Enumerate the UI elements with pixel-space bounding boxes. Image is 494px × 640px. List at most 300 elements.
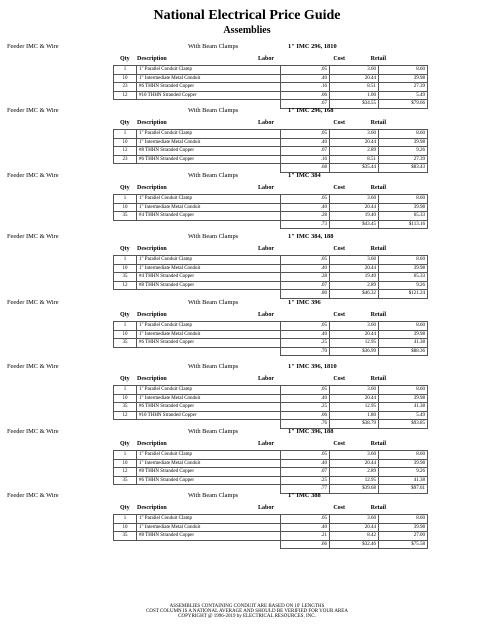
total-retail: $83.43 [379, 164, 428, 173]
column-header-description: Description [137, 441, 167, 447]
column-header-labor: Labor [258, 246, 275, 252]
cell-cost: 3.60 [330, 386, 379, 395]
section-category: Feeder IMC & Wire [7, 233, 59, 240]
total-cost: $39.68 [330, 485, 379, 494]
cell-retail: 39.98 [379, 394, 428, 403]
cell-labor: .06 [281, 411, 330, 420]
section-header [0, 362, 494, 373]
section-mounting: With Beam Clamps [188, 363, 239, 370]
column-header-qty: Qty [120, 376, 130, 382]
cell-labor: .16 [281, 155, 330, 164]
table-row [114, 155, 428, 164]
cell-retail: 8.60 [379, 451, 428, 460]
cell-cost: 3.60 [330, 451, 379, 460]
cell-cost: 8.42 [330, 532, 379, 541]
section-assembly-code: 1" IMC 388 [288, 492, 321, 499]
total-labor: .68 [281, 164, 330, 173]
table-row [114, 195, 428, 204]
cell-labor: .40 [281, 523, 330, 532]
cell-cost: 3.60 [330, 322, 379, 331]
cell-labor: .40 [281, 203, 330, 212]
column-header-cost: Cost [333, 441, 345, 447]
column-header-qty: Qty [120, 120, 130, 126]
cell-cost: 20.44 [330, 330, 379, 339]
cell-cost: 3.60 [330, 515, 379, 524]
cell-cost: 3.60 [330, 130, 379, 139]
total-cost: $32.46 [330, 540, 379, 549]
cell-retail: 8.60 [379, 515, 428, 524]
cell-description: #6 THHN Stranded Copper [137, 83, 281, 92]
cell-retail: 9.26 [379, 281, 428, 290]
footer-line: COPYRIGHT @ 1996-2019 by ELECTRICAL RESOURCES, INC. [178, 614, 316, 619]
cell-labor: .40 [281, 459, 330, 468]
section-category: Feeder IMC & Wire [7, 172, 59, 179]
cell-description: 1" Intermediate Metal Conduit [137, 203, 281, 212]
cell-description: 1" Intermediate Metal Conduit [137, 330, 281, 339]
total-labor: .66 [281, 540, 330, 549]
table-row [114, 273, 428, 282]
column-header-description: Description [137, 56, 167, 62]
cell-description: 1" Parallel Conduit Clamp [137, 451, 281, 460]
assembly-section [0, 298, 494, 356]
section-header [0, 298, 494, 309]
assembly-section [0, 427, 494, 494]
column-headers [0, 120, 494, 129]
cell-retail: 41.38 [379, 476, 428, 485]
column-header-labor: Labor [258, 312, 275, 318]
section-assembly-code: 1" IMC 384 [288, 172, 321, 179]
cell-description: #10 THHN Stranded Copper [137, 411, 281, 420]
total-retail: $93.85 [379, 420, 428, 429]
cell-labor: .05 [281, 386, 330, 395]
cell-retail: 65.33 [379, 212, 428, 221]
cell-qty: 23 [114, 83, 137, 92]
section-assembly-code: 1" IMC 384, 188 [288, 233, 334, 240]
table-row [114, 130, 428, 139]
table-row [114, 203, 428, 212]
cell-description: #8 THHN Stranded Copper [137, 532, 281, 541]
cell-qty: 35 [114, 212, 137, 221]
cell-qty: 10 [114, 264, 137, 273]
assembly-section [0, 491, 494, 549]
cell-retail: 41.38 [379, 403, 428, 412]
cell-qty: 12 [114, 147, 137, 156]
cell-cost: 2.89 [330, 147, 379, 156]
cell-retail: 39.98 [379, 203, 428, 212]
table-row [114, 66, 428, 75]
cell-description: 1" Intermediate Metal Conduit [137, 459, 281, 468]
column-header-description: Description [137, 312, 167, 318]
column-header-cost: Cost [333, 246, 345, 252]
cell-qty: 1 [114, 130, 137, 139]
cell-retail: 39.98 [379, 138, 428, 147]
total-retail: $97.61 [379, 485, 428, 494]
total-labor: .73 [281, 220, 330, 229]
cell-labor: .25 [281, 476, 330, 485]
cell-qty: 12 [114, 468, 137, 477]
column-headers [0, 441, 494, 450]
cell-retail: 5.49 [379, 411, 428, 420]
table-row [114, 411, 428, 420]
cell-description: #6 THHN Stranded Copper [137, 155, 281, 164]
cell-labor: .40 [281, 74, 330, 83]
table-row [114, 459, 428, 468]
column-headers [0, 185, 494, 194]
column-headers [0, 246, 494, 255]
section-header [0, 232, 494, 243]
section-assembly-code: 1" IMC 396, 1810 [288, 363, 337, 370]
cell-qty: 35 [114, 532, 137, 541]
table-row [114, 394, 428, 403]
cell-description: 1" Intermediate Metal Conduit [137, 74, 281, 83]
items-table [113, 450, 428, 494]
cell-labor: .21 [281, 532, 330, 541]
cell-qty: 1 [114, 451, 137, 460]
items-table [113, 194, 428, 229]
table-row [114, 212, 428, 221]
column-header-cost: Cost [333, 56, 345, 62]
cell-labor: .28 [281, 273, 330, 282]
cell-cost: 19.40 [330, 212, 379, 221]
cell-labor: .25 [281, 339, 330, 348]
cell-qty: 35 [114, 273, 137, 282]
table-row [114, 476, 428, 485]
cell-qty: 12 [114, 91, 137, 100]
total-retail: $75.58 [379, 540, 428, 549]
total-spacer [114, 540, 137, 549]
section-category: Feeder IMC & Wire [7, 107, 59, 114]
cell-cost: 8.51 [330, 155, 379, 164]
cell-labor: .05 [281, 451, 330, 460]
table-row [114, 264, 428, 273]
section-category: Feeder IMC & Wire [7, 492, 59, 499]
footer-line: COST COLUMN IS A NATIONAL AVERAGE AND SHOULD BE VERIFIED FOR YOUR AREA [146, 609, 348, 614]
column-header-labor: Labor [258, 120, 275, 126]
cell-description: 1" Parallel Conduit Clamp [137, 195, 281, 204]
column-header-retail: Retail [370, 505, 386, 511]
cell-cost: 12.95 [330, 339, 379, 348]
cell-retail: 27.00 [379, 532, 428, 541]
column-header-cost: Cost [333, 120, 345, 126]
column-headers [0, 56, 494, 65]
table-row [114, 451, 428, 460]
cell-retail: 8.60 [379, 195, 428, 204]
cell-qty: 35 [114, 403, 137, 412]
cell-retail: 9.26 [379, 147, 428, 156]
cell-retail: 39.98 [379, 330, 428, 339]
total-spacer [137, 347, 281, 356]
section-mounting: With Beam Clamps [188, 428, 239, 435]
cell-labor: .16 [281, 83, 330, 92]
column-header-retail: Retail [370, 441, 386, 447]
cell-cost: 2.89 [330, 281, 379, 290]
total-cost: $34.55 [330, 100, 379, 109]
cell-labor: .05 [281, 515, 330, 524]
column-header-qty: Qty [120, 56, 130, 62]
cell-retail: 39.98 [379, 459, 428, 468]
column-header-cost: Cost [333, 312, 345, 318]
cell-cost: 12.95 [330, 403, 379, 412]
cell-retail: 39.98 [379, 74, 428, 83]
cell-description: #8 THHN Stranded Copper [137, 147, 281, 156]
cell-description: 1" Parallel Conduit Clamp [137, 322, 281, 331]
total-labor: .76 [281, 420, 330, 429]
section-mounting: With Beam Clamps [188, 107, 239, 114]
section-mounting: With Beam Clamps [188, 43, 239, 50]
cell-qty: 1 [114, 66, 137, 75]
cell-cost: 12.95 [330, 476, 379, 485]
column-header-description: Description [137, 120, 167, 126]
cell-description: 1" Intermediate Metal Conduit [137, 138, 281, 147]
column-header-cost: Cost [333, 505, 345, 511]
cell-retail: 27.39 [379, 83, 428, 92]
column-header-cost: Cost [333, 185, 345, 191]
cell-qty: 10 [114, 74, 137, 83]
column-header-qty: Qty [120, 246, 130, 252]
section-header [0, 171, 494, 182]
cell-retail: 65.33 [379, 273, 428, 282]
cell-qty: 10 [114, 459, 137, 468]
total-spacer [137, 220, 281, 229]
cell-cost: 19.40 [330, 273, 379, 282]
cell-labor: .07 [281, 281, 330, 290]
items-table [113, 385, 428, 429]
cell-retail: 5.49 [379, 91, 428, 100]
column-header-description: Description [137, 185, 167, 191]
cell-cost: 3.60 [330, 195, 379, 204]
cell-qty: 10 [114, 394, 137, 403]
cell-qty: 1 [114, 386, 137, 395]
assembly-section [0, 171, 494, 229]
column-header-retail: Retail [370, 56, 386, 62]
column-header-qty: Qty [120, 185, 130, 191]
column-header-labor: Labor [258, 376, 275, 382]
column-header-retail: Retail [370, 246, 386, 252]
total-cost: $46.32 [330, 290, 379, 299]
cell-description: 1" Parallel Conduit Clamp [137, 256, 281, 265]
table-row [114, 523, 428, 532]
cell-labor: .05 [281, 195, 330, 204]
section-header [0, 42, 494, 53]
total-labor: .77 [281, 485, 330, 494]
cell-labor: .40 [281, 138, 330, 147]
section-header [0, 427, 494, 438]
table-row [114, 83, 428, 92]
cell-labor: .07 [281, 468, 330, 477]
cell-qty: 10 [114, 138, 137, 147]
total-spacer [137, 540, 281, 549]
assembly-section [0, 362, 494, 429]
cell-cost: 20.44 [330, 203, 379, 212]
section-mounting: With Beam Clamps [188, 492, 239, 499]
total-retail: $113.16 [379, 220, 428, 229]
cell-description: #6 THHN Stranded Copper [137, 476, 281, 485]
cell-qty: 12 [114, 411, 137, 420]
cell-cost: 1.80 [330, 411, 379, 420]
section-assembly-code: 1" IMC 396, 188 [288, 428, 334, 435]
cell-labor: .07 [281, 147, 330, 156]
section-category: Feeder IMC & Wire [7, 299, 59, 306]
cell-retail: 8.60 [379, 66, 428, 75]
items-table [113, 129, 428, 173]
section-mounting: With Beam Clamps [188, 172, 239, 179]
cell-retail: 8.60 [379, 256, 428, 265]
cell-cost: 8.51 [330, 83, 379, 92]
column-header-labor: Labor [258, 441, 275, 447]
cell-description: 1" Parallel Conduit Clamp [137, 515, 281, 524]
table-row [114, 532, 428, 541]
cell-description: #10 THHN Stranded Copper [137, 91, 281, 100]
total-cost: $36.99 [330, 347, 379, 356]
cell-qty: 1 [114, 322, 137, 331]
section-category: Feeder IMC & Wire [7, 363, 59, 370]
cell-cost: 1.00 [330, 91, 379, 100]
items-table [113, 255, 428, 299]
cell-labor: .05 [281, 256, 330, 265]
column-headers [0, 505, 494, 514]
cell-labor: .05 [281, 322, 330, 331]
cell-cost: 20.44 [330, 523, 379, 532]
section-header [0, 491, 494, 502]
cell-description: #4 THHN Stranded Copper [137, 212, 281, 221]
column-header-labor: Labor [258, 185, 275, 191]
cell-description: 1" Intermediate Metal Conduit [137, 264, 281, 273]
cell-retail: 9.26 [379, 468, 428, 477]
cell-labor: .40 [281, 330, 330, 339]
cell-cost: 20.44 [330, 74, 379, 83]
page-subtitle: Assemblies [223, 25, 271, 36]
column-header-description: Description [137, 505, 167, 511]
column-header-retail: Retail [370, 120, 386, 126]
cell-labor: .40 [281, 394, 330, 403]
column-header-description: Description [137, 376, 167, 382]
total-spacer [114, 347, 137, 356]
total-cost: $35.44 [330, 164, 379, 173]
cell-retail: 39.98 [379, 264, 428, 273]
table-row [114, 138, 428, 147]
total-row [114, 347, 428, 356]
cell-qty: 1 [114, 256, 137, 265]
total-cost: $38.79 [330, 420, 379, 429]
cell-description: 1" Intermediate Metal Conduit [137, 394, 281, 403]
footer-line: ASSEMBLIES CONTAINING CONDUIT ARE BASED ON 10' LENGTHS [169, 604, 325, 609]
total-row [114, 220, 428, 229]
cell-qty: 10 [114, 330, 137, 339]
cell-cost: 20.44 [330, 459, 379, 468]
cell-qty: 10 [114, 203, 137, 212]
table-row [114, 403, 428, 412]
cell-description: #6 THHN Stranded Copper [137, 339, 281, 348]
section-header [0, 106, 494, 117]
cell-qty: 35 [114, 476, 137, 485]
column-header-description: Description [137, 246, 167, 252]
table-row [114, 339, 428, 348]
column-headers [0, 312, 494, 321]
cell-labor: .25 [281, 403, 330, 412]
total-labor: .70 [281, 347, 330, 356]
assembly-section [0, 232, 494, 299]
cell-cost: 3.60 [330, 66, 379, 75]
column-header-qty: Qty [120, 505, 130, 511]
table-row [114, 256, 428, 265]
cell-qty: 35 [114, 339, 137, 348]
column-header-qty: Qty [120, 312, 130, 318]
table-row [114, 330, 428, 339]
column-header-qty: Qty [120, 441, 130, 447]
column-header-retail: Retail [370, 376, 386, 382]
assembly-section [0, 42, 494, 109]
table-row [114, 281, 428, 290]
cell-cost: 20.44 [330, 264, 379, 273]
items-table [113, 321, 428, 356]
section-mounting: With Beam Clamps [188, 233, 239, 240]
cell-description: #8 THHN Stranded Copper [137, 468, 281, 477]
total-retail: $121.24 [379, 290, 428, 299]
cell-description: #6 THHN Stranded Copper [137, 403, 281, 412]
total-retail: $88.36 [379, 347, 428, 356]
section-assembly-code: 1" IMC 296, 168 [288, 107, 334, 114]
column-header-labor: Labor [258, 505, 275, 511]
cell-labor: .06 [281, 91, 330, 100]
cell-qty: 10 [114, 523, 137, 532]
table-row [114, 147, 428, 156]
table-row [114, 468, 428, 477]
section-mounting: With Beam Clamps [188, 299, 239, 306]
page-title: National Electrical Price Guide [153, 8, 341, 23]
cell-retail: 8.60 [379, 386, 428, 395]
total-row [114, 540, 428, 549]
cell-description: 1" Parallel Conduit Clamp [137, 66, 281, 75]
cell-labor: .28 [281, 212, 330, 221]
cell-labor: .40 [281, 264, 330, 273]
cell-retail: 8.60 [379, 322, 428, 331]
cell-qty: 12 [114, 281, 137, 290]
cell-description: 1" Parallel Conduit Clamp [137, 386, 281, 395]
cell-description: #8 THHN Stranded Copper [137, 281, 281, 290]
assembly-section [0, 106, 494, 173]
section-category: Feeder IMC & Wire [7, 43, 59, 50]
cell-description: 1" Intermediate Metal Conduit [137, 523, 281, 532]
column-header-retail: Retail [370, 312, 386, 318]
column-headers [0, 376, 494, 385]
cell-cost: 20.44 [330, 138, 379, 147]
cell-labor: .05 [281, 130, 330, 139]
total-spacer [114, 220, 137, 229]
cell-retail: 27.39 [379, 155, 428, 164]
table-row [114, 322, 428, 331]
cell-retail: 39.98 [379, 523, 428, 532]
cell-qty: 23 [114, 155, 137, 164]
cell-cost: 2.89 [330, 468, 379, 477]
column-header-cost: Cost [333, 376, 345, 382]
items-table [113, 514, 428, 549]
total-cost: $43.45 [330, 220, 379, 229]
cell-labor: .05 [281, 66, 330, 75]
cell-description: 1" Parallel Conduit Clamp [137, 130, 281, 139]
cell-description: #4 THHN Stranded Copper [137, 273, 281, 282]
table-row [114, 386, 428, 395]
total-retail: $79.66 [379, 100, 428, 109]
column-header-retail: Retail [370, 185, 386, 191]
section-assembly-code: 1" IMC 396 [288, 299, 321, 306]
table-row [114, 515, 428, 524]
cell-retail: 41.38 [379, 339, 428, 348]
cell-retail: 8.60 [379, 130, 428, 139]
table-row [114, 74, 428, 83]
cell-cost: 20.44 [330, 394, 379, 403]
items-table [113, 65, 428, 109]
cell-qty: 1 [114, 195, 137, 204]
